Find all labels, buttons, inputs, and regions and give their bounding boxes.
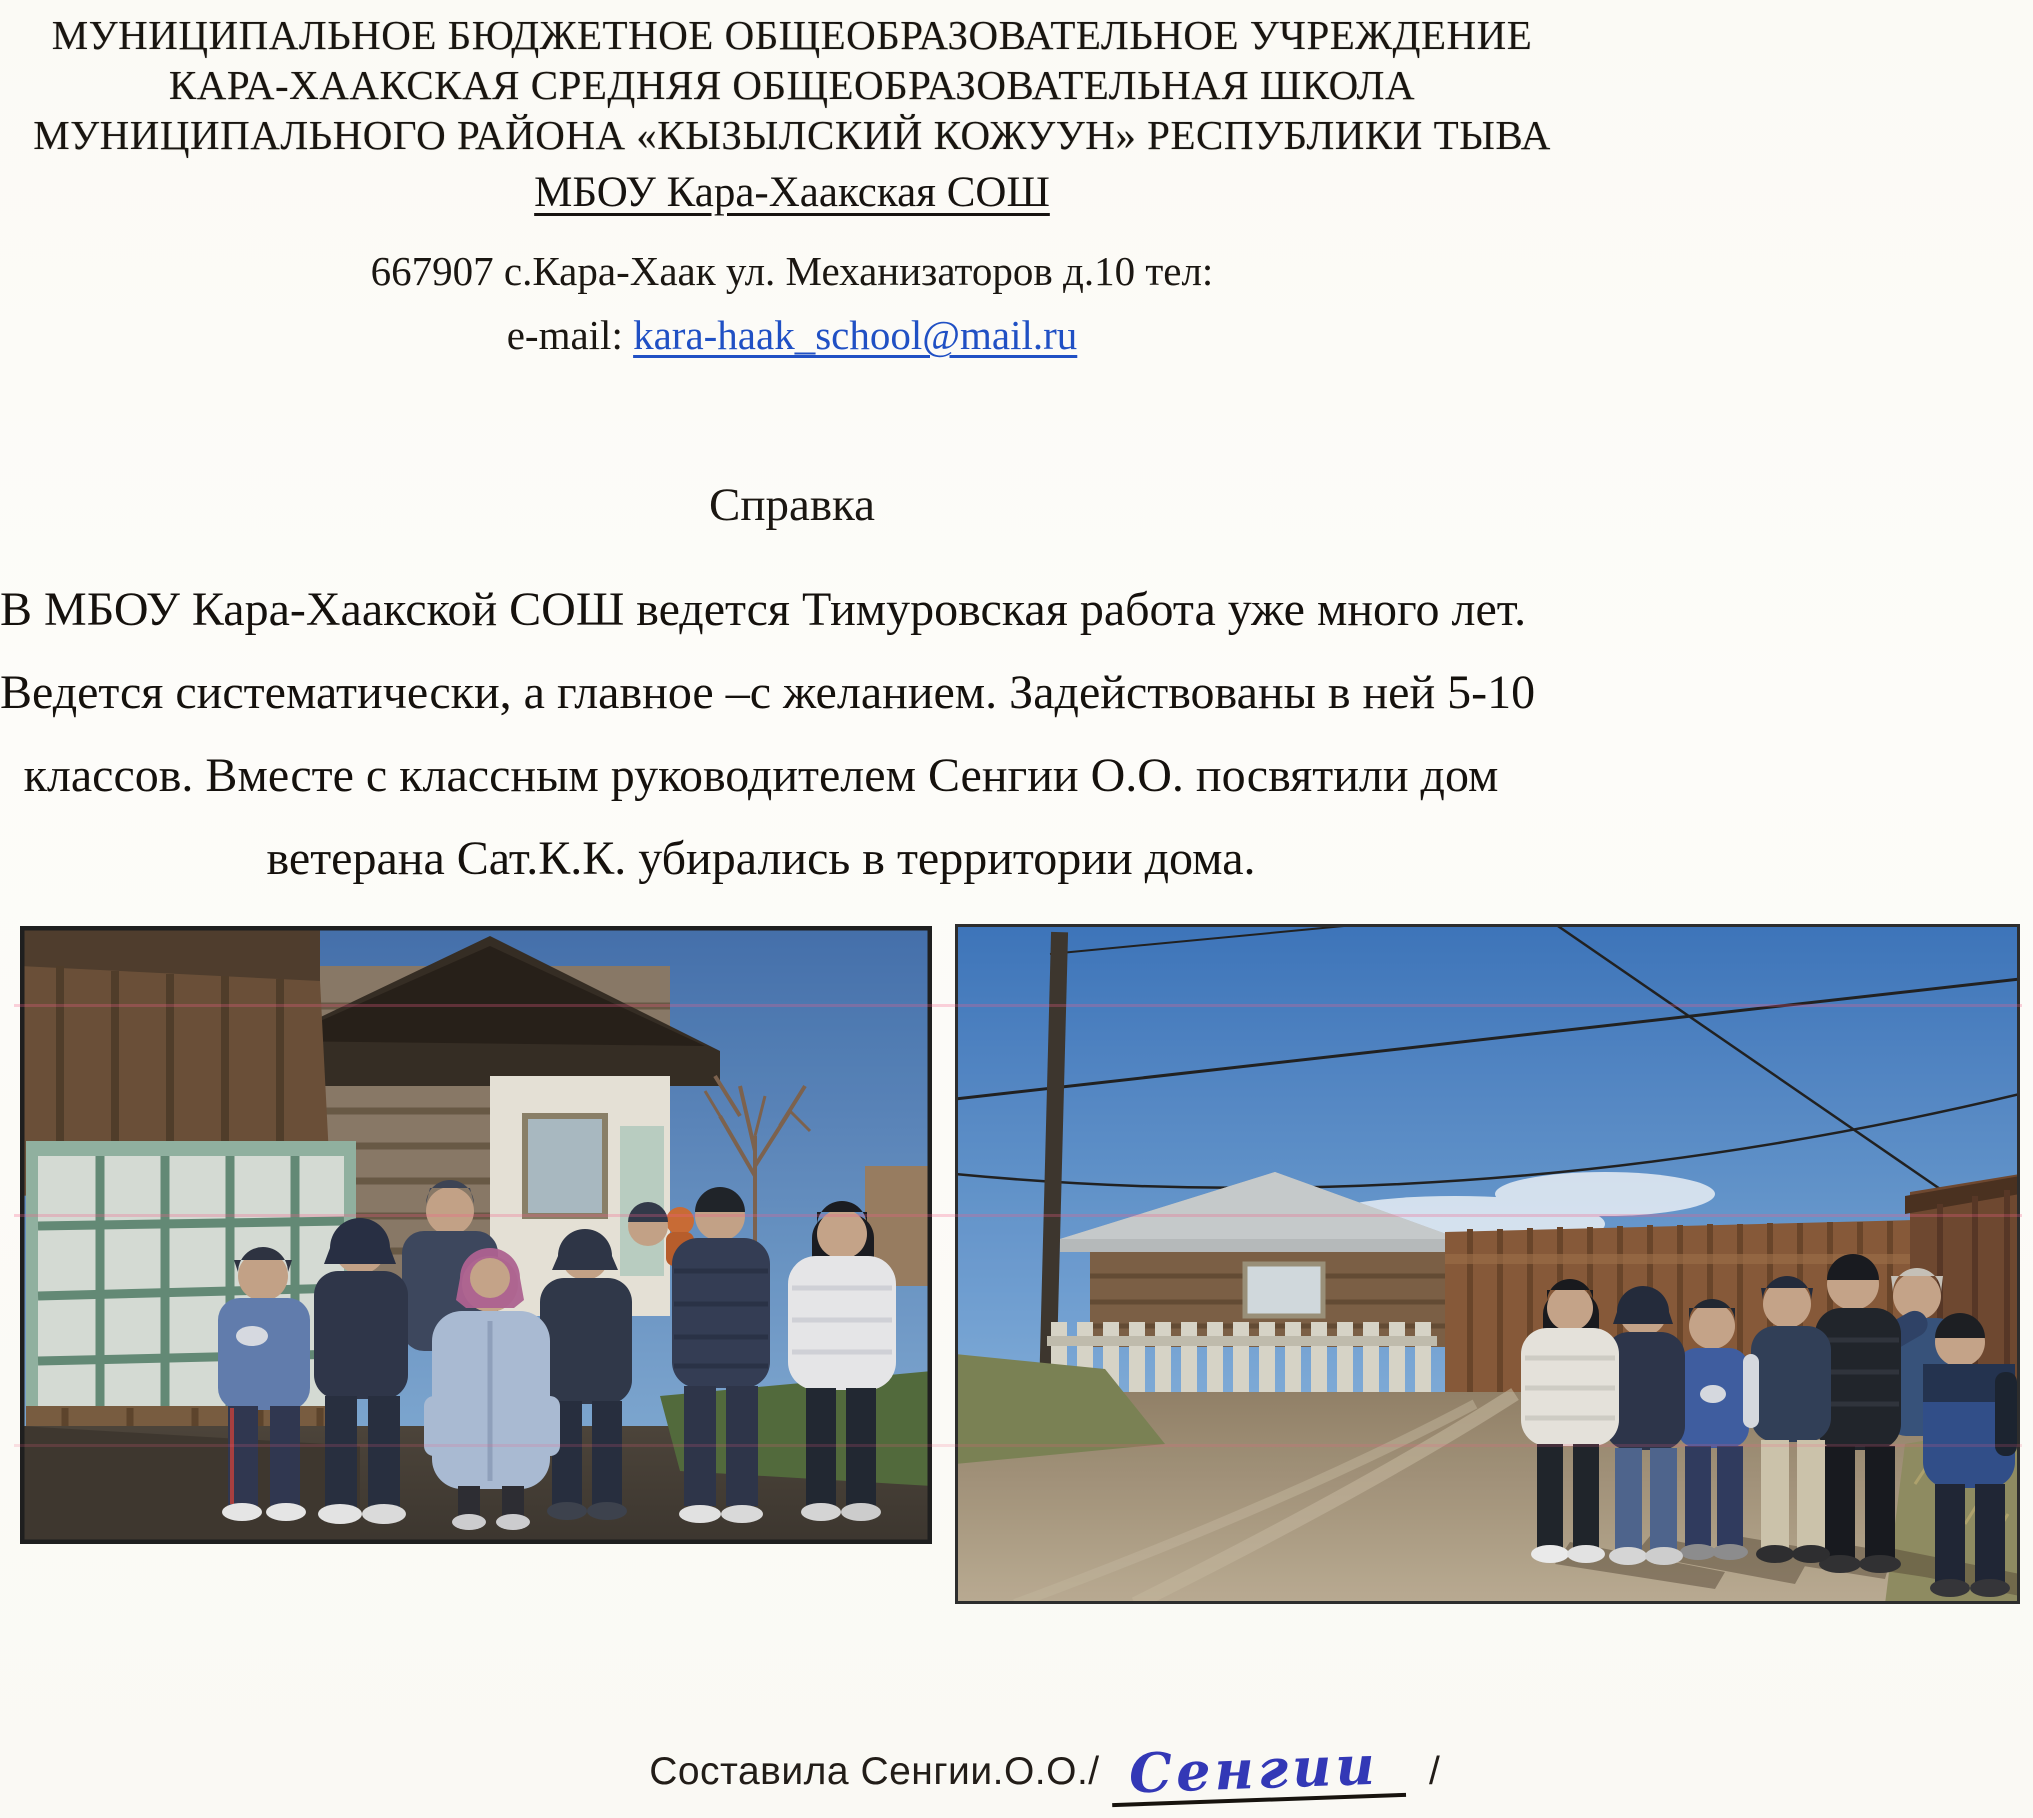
signature-slash: / [1428,1750,1440,1793]
letterhead [6,10,1578,361]
photo-left [20,926,932,1544]
body-line: ветерана Сат.К.К. убирались в территории дома. [266,832,1256,885]
photo-right [955,924,2020,1604]
body-line: Ведется систематически, а главное –с желанием. Задействованы в ней 5-10 [0,666,1536,719]
email-label: e-mail: [506,312,634,358]
org-address: 667907 с.Кара-Хаак ул. Механизаторов д.10 тел: [370,248,1214,294]
org-name-line-3: МУНИЦИПАЛЬНОГО РАЙОНА «КЫЗЫЛСКИЙ КОЖУУН» РЕСПУБЛИКИ ТЫВА [33,112,1551,158]
composed-by-label: Составила Сенгии.О.О./ [649,1750,1100,1793]
body-line: классов. Вместе с классным руководителем Сенгии О.О. посвятили дом [23,749,1499,802]
signature: Сенгии [1110,1737,1406,1807]
org-name-line-1: МУНИЦИПАЛЬНОЕ БЮДЖЕТНОЕ ОБЩЕОБРАЗОВАТЕЛЬНОЕ УЧРЕЖДЕНИЕ [51,12,1533,58]
email-row [6,309,1578,361]
body-line: В МБОУ Кара-Хаакской СОШ ведется Тимуровская работа уже много лет. [0,583,1527,636]
footer [28,1732,2033,1806]
email-link[interactable]: kara-haak_school@mail.ru [633,312,1078,358]
page-title: Справка [708,479,876,531]
body-paragraph [0,568,1536,900]
org-short-name: МБОУ Кара-Хаакская СОШ [534,169,1050,216]
org-name-line-2: КАРА-ХААКСКАЯ СРЕДНЯЯ ОБЩЕОБРАЗОВАТЕЛЬНАЯ ШКОЛА [168,62,1416,108]
